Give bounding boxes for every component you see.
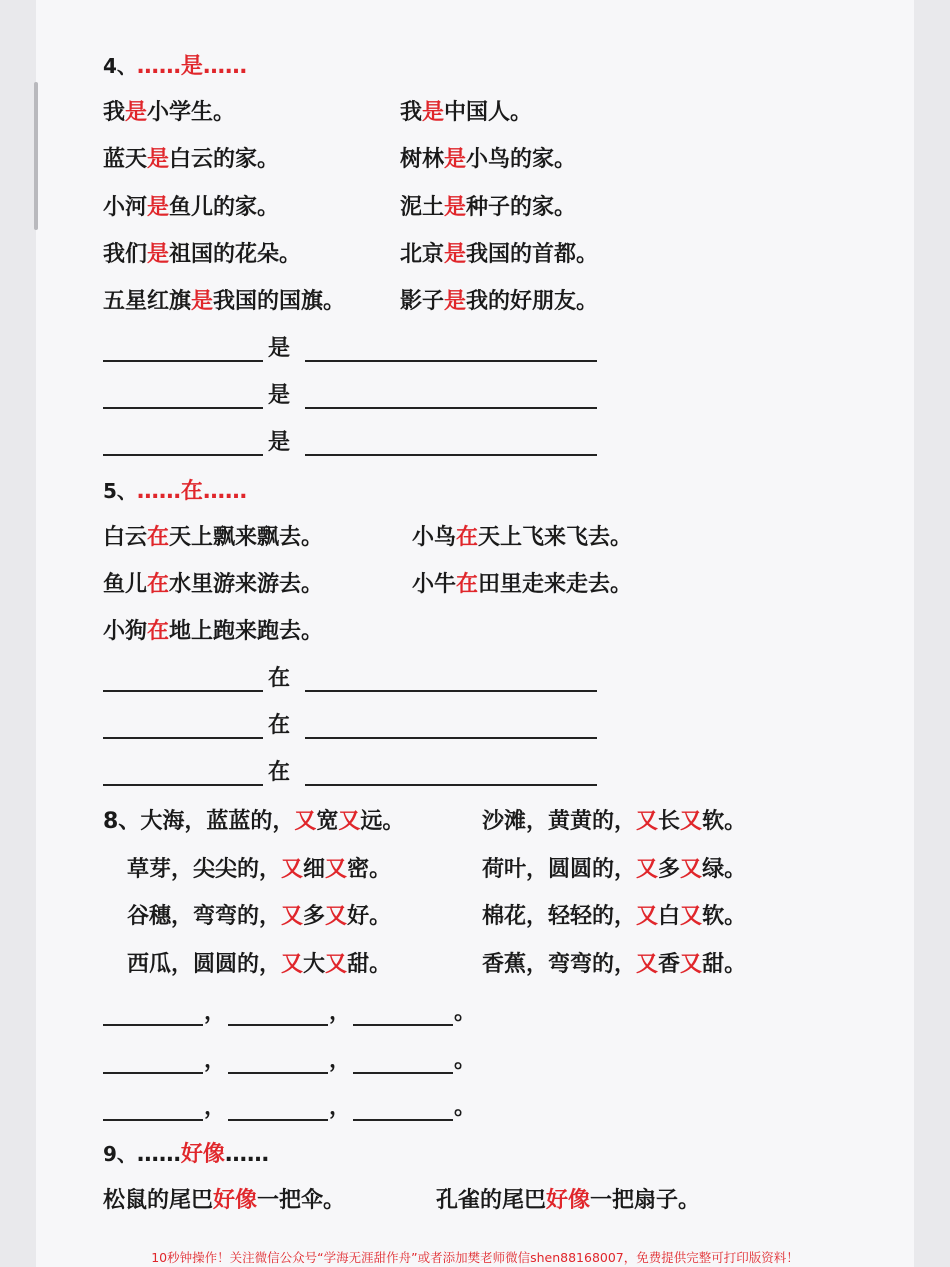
example-sentence: 泥土是种子的家。	[400, 195, 577, 220]
section-4-heading	[0, 46, 950, 86]
fill-in-row	[0, 1041, 950, 1081]
example-sentence: 影子是我的好朋友。	[400, 289, 599, 314]
example-row	[0, 140, 950, 180]
fill-in-row	[0, 993, 950, 1033]
section-number: 4、	[103, 54, 137, 78]
section-number: 9、	[103, 1142, 137, 1166]
example-sentence: 沙滩，黄黄的，又长又软。	[482, 809, 747, 834]
example-sentence: 我们是祖国的花朵。	[103, 242, 302, 267]
answer-blank[interactable]	[103, 454, 263, 456]
period: 。	[454, 1095, 477, 1120]
fill-in-row	[0, 1088, 950, 1128]
fill-in-row	[0, 659, 950, 699]
answer-blank[interactable]	[305, 360, 597, 362]
period: 。	[454, 1048, 477, 1073]
fill-keyword: 在	[268, 760, 291, 785]
answer-blank[interactable]	[353, 1024, 453, 1026]
answer-blank[interactable]	[103, 407, 263, 409]
answer-blank[interactable]	[103, 360, 263, 362]
section-number: 8、	[103, 809, 141, 834]
example-row	[0, 850, 950, 890]
example-row	[0, 282, 950, 322]
answer-blank[interactable]	[103, 784, 263, 786]
section-5-heading	[0, 471, 950, 511]
example-sentence: 我是中国人。	[400, 100, 533, 125]
answer-blank[interactable]	[228, 1072, 328, 1074]
example-row	[0, 565, 950, 605]
answer-blank[interactable]	[228, 1024, 328, 1026]
comma: ，	[329, 1048, 352, 1073]
answer-blank[interactable]	[103, 1072, 203, 1074]
heading-dots: ……	[202, 479, 247, 504]
example-sentence: 小河是鱼儿的家。	[103, 195, 280, 220]
heading-dots: ……	[202, 54, 247, 79]
heading-keyword: 好像	[180, 1142, 225, 1167]
answer-blank[interactable]	[103, 690, 263, 692]
promo-footer: 10秒钟操作！关注微信公众号“学海无涯甜作舟”或者添加樊老师微信shen88168007，免费提供完整可打印版资料！	[151, 1250, 799, 1265]
example-row	[0, 188, 950, 228]
example-sentence: 树林是小鸟的家。	[400, 147, 577, 172]
fill-keyword: 是	[268, 430, 291, 455]
example-sentence: 白云在天上飘来飘去。	[103, 525, 324, 550]
heading-keyword: 在	[180, 479, 203, 504]
fill-in-row	[0, 706, 950, 746]
comma: ，	[329, 1000, 352, 1025]
example-sentence: 棉花，轻轻的，又白又软。	[482, 904, 747, 929]
example-sentence: 草芽，尖尖的，又细又密。	[127, 857, 392, 882]
comma: ，	[204, 1000, 227, 1025]
answer-blank[interactable]	[103, 737, 263, 739]
answer-blank[interactable]	[305, 407, 597, 409]
heading-dots: ……	[136, 479, 181, 504]
example-sentence: 北京是我国的首都。	[400, 242, 599, 267]
section-9-heading	[0, 1134, 950, 1174]
fill-in-row	[0, 423, 950, 463]
heading-dots: ……	[136, 54, 181, 79]
fill-in-row	[0, 376, 950, 416]
example-sentence: 蓝天是白云的家。	[103, 147, 280, 172]
example-row	[0, 93, 950, 133]
answer-blank[interactable]	[353, 1072, 453, 1074]
example-sentence: 香蕉，弯弯的，又香又甜。	[482, 952, 747, 977]
example-sentence: 小狗在地上跑来跑去。	[103, 619, 324, 644]
example-row	[0, 1181, 950, 1221]
fill-keyword: 是	[268, 383, 291, 408]
example-sentence: 鱼儿在水里游来游去。	[103, 572, 324, 597]
example-row	[0, 518, 950, 558]
heading-dots: ……	[224, 1142, 269, 1167]
fill-keyword: 在	[268, 713, 291, 738]
answer-blank[interactable]	[305, 784, 597, 786]
example-row	[0, 945, 950, 985]
answer-blank[interactable]	[305, 737, 597, 739]
example-row	[0, 235, 950, 275]
fill-in-row	[0, 753, 950, 793]
example-row	[0, 897, 950, 937]
heading-keyword: 是	[180, 54, 203, 79]
answer-blank[interactable]	[103, 1024, 203, 1026]
example-sentence: 小鸟在天上飞来飞去。	[412, 525, 633, 550]
answer-blank[interactable]	[353, 1119, 453, 1121]
answer-blank[interactable]	[103, 1119, 203, 1121]
fill-in-row	[0, 329, 950, 369]
example-sentence: 荷叶，圆圆的，又多又绿。	[482, 857, 747, 882]
example-sentence: 孔雀的尾巴好像一把扇子。	[436, 1188, 701, 1213]
example-sentence: 8、大海，蓝蓝的，又宽又远。	[103, 809, 405, 834]
comma: ，	[329, 1095, 352, 1120]
fill-keyword: 在	[268, 666, 291, 691]
section-number: 5、	[103, 479, 137, 503]
comma: ，	[204, 1095, 227, 1120]
comma: ，	[204, 1048, 227, 1073]
example-row	[0, 802, 950, 842]
answer-blank[interactable]	[228, 1119, 328, 1121]
example-sentence: 我是小学生。	[103, 100, 236, 125]
fill-keyword: 是	[268, 336, 291, 361]
period: 。	[454, 1000, 477, 1025]
example-sentence: 谷穗，弯弯的，又多又好。	[127, 904, 392, 929]
example-sentence: 松鼠的尾巴好像一把伞。	[103, 1188, 346, 1213]
answer-blank[interactable]	[305, 690, 597, 692]
heading-dots: ……	[136, 1142, 181, 1167]
example-sentence: 小牛在田里走来走去。	[412, 572, 633, 597]
answer-blank[interactable]	[305, 454, 597, 456]
example-sentence: 五星红旗是我国的国旗。	[103, 289, 346, 314]
example-sentence: 西瓜，圆圆的，又大又甜。	[127, 952, 392, 977]
example-row	[0, 612, 950, 652]
